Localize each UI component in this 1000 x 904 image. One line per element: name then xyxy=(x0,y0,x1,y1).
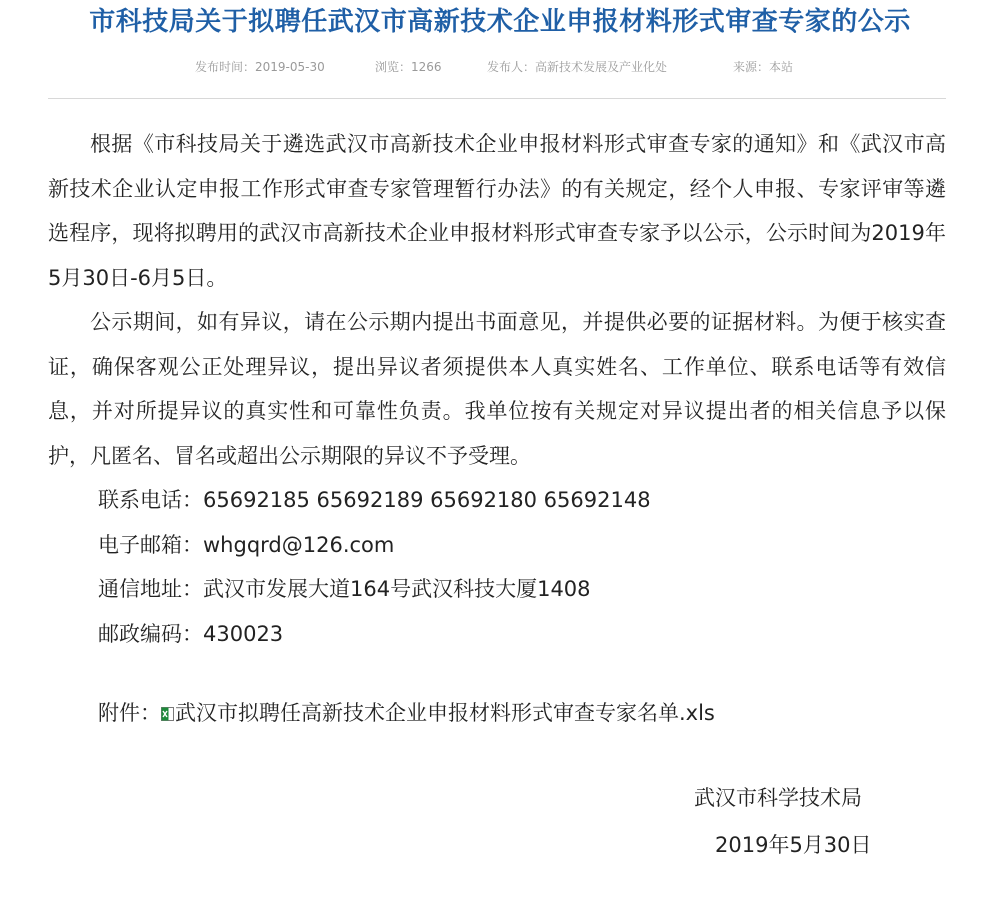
source: 来源：本站 xyxy=(733,60,794,74)
contact-phone: 联系电话：65692185 65692189 65692180 65692148 xyxy=(98,488,651,512)
signature-date: 2019年5月30日 xyxy=(715,833,872,857)
body-paragraph: 根据《市科技局关于遴选武汉市高新技术企业申报材料形式审查专家的通知》和《武汉市高新技术企业认定申报工作形式审查专家管理暂行办法》的有关规定，经个人申报、专家评审等遴选程序，现将拟聘用的武汉市高新技术企业申报材料形式审查专家予以公示，公示时间为2019年5月30日-6月5日。 xyxy=(48,132,946,290)
article-meta xyxy=(0,58,1000,78)
body-paragraph: 公示期间，如有异议，请在公示期内提出书面意见，并提供必要的证据材料。为便于核实查证，确保客观公正处理异议，提出异议者须提供本人真实姓名、工作单位、联系电话等有效信息，并对所提异议的真实性和可靠性负责。我单位按有关规定对异议提出者的相关信息予以保护，凡匿名、冒名或超出公示期限的异议不予受理。 xyxy=(48,310,946,468)
header-divider xyxy=(48,98,946,99)
contact-email: 电子邮箱：whgqrd@126.com xyxy=(98,532,395,557)
view-count: 浏览：1266 xyxy=(375,60,442,74)
attachment-link[interactable]: 武汉市拟聘任高新技术企业申报材料形式审查专家名单.xls xyxy=(175,701,715,725)
attachment-row xyxy=(98,693,715,733)
publish-date: 发布时间：2019-05-30 xyxy=(195,60,325,74)
article-title: 市科技局关于拟聘任武汉市高新技术企业申报材料形式审查专家的公示 xyxy=(89,7,911,37)
attachment-label: 附件： xyxy=(98,701,161,725)
article-body xyxy=(48,122,946,656)
publisher: 发布人：高新技术发展及产业化处 xyxy=(487,60,668,74)
contact-address: 通信地址：武汉市发展大道164号武汉科技大厦1408 xyxy=(98,577,591,601)
signature-organization: 武汉市科学技术局 xyxy=(694,786,862,810)
contact-postcode: 邮政编码：430023 xyxy=(98,621,284,646)
excel-file-icon xyxy=(161,694,174,708)
